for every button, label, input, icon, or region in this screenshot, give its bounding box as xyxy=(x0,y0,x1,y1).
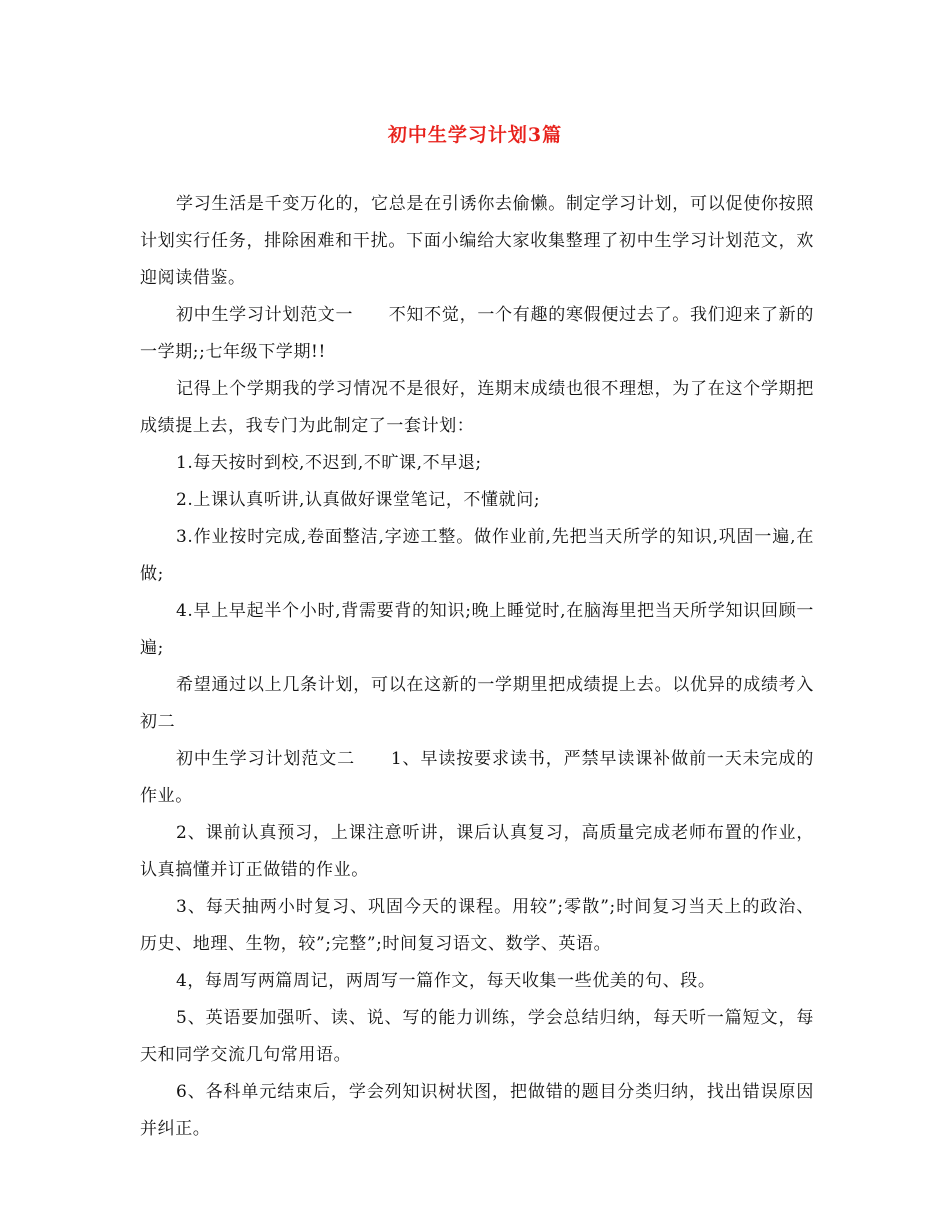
paragraph-intro: 学习生活是千变万化的，它总是在引诱你去偷懒。制定学习计划，可以促使你按照计划实行任务，排除困难和干扰。下面小编给大家收集整理了初中生学习计划范文，欢迎阅读借鉴。 xyxy=(140,194,814,288)
paragraph-hope: 希望通过以上几条计划，可以在这新的一学期里把成绩提上去。以优异的成绩考入初二 xyxy=(140,675,814,732)
list-item-2-5: 5、英语要加强听、读、说、写的能力训练，学会总结归纳，每天听一篇短文，每天和同学交流几句常用语。 xyxy=(140,1008,814,1065)
list-item-2: 2.上课认真听讲,认真做好课堂笔记，不懂就问; xyxy=(176,490,541,510)
paragraph-sample-two-heading: 初中生学习计划范文二 1、早读按要求读书，严禁早读课补做前一天未完成的作业。 xyxy=(140,749,814,806)
list-item-4: 4.早上早起半个小时,背需要背的知识;晚上睡觉时,在脑海里把当天所学知识回顾一遍; xyxy=(140,601,814,658)
document-title: 初中生学习计划3篇 xyxy=(387,124,563,146)
list-item-2-4: 4，每周写两篇周记，两周写一篇作文，每天收集一些优美的句、段。 xyxy=(176,971,716,991)
document-body xyxy=(140,186,814,1148)
list-item-2-6: 6、各科单元结束后，学会列知识树状图，把做错的题目分类归纳，找出错误原因并纠正。 xyxy=(140,1082,814,1139)
paragraph-sample-one-heading: 初中生学习计划范文一 不知不觉，一个有趣的寒假便过去了。我们迎来了新的一学期;;七年级下学期!! xyxy=(140,305,814,362)
list-item-1: 1.每天按时到校,不迟到,不旷课,不早退; xyxy=(176,453,482,473)
list-item-2-2: 2、课前认真预习，上课注意听讲，课后认真复习，高质量完成老师布置的作业，认真搞懂并订正做错的作业。 xyxy=(140,823,814,880)
list-item-2-3: 3、每天抽两小时复习、巩固今天的课程。用较”;零散”;时间复习当天上的政治、历史、地理、生物，较”;完整”;时间复习语文、数学、英语。 xyxy=(140,897,814,954)
paragraph-last-term: 记得上个学期我的学习情况不是很好，连期末成绩也很不理想，为了在这个学期把成绩提上去，我专门为此制定了一套计划： xyxy=(140,379,814,436)
list-item-3: 3.作业按时完成,卷面整洁,字迹工整。做作业前,先把当天所学的知识,巩固一遍,在做; xyxy=(140,527,814,584)
